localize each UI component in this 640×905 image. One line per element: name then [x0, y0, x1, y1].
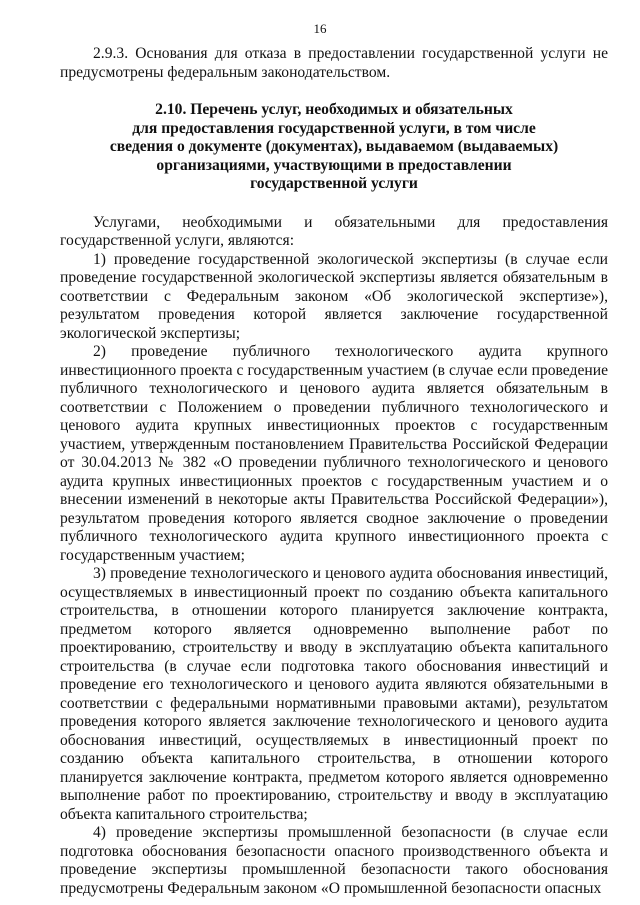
section-heading-2-10: [60, 101, 608, 194]
page-content: [60, 45, 608, 898]
list-item: 2) проведение публичного технологического аудита крупного инвестиционного проекта с государственным участием (в случае если проведение публичного технологического и ценового аудита является обязательным в соответствии с Положением о проведении публичного технологического и ценового аудита крупных инвестиционных проектов с государственным участием, утвержденным постановлением Правительства Российской Федерации от 30.04.2013 № 382 «О проведении публичного технологического и ценового аудита крупных инвестиционных проектов с государственным участием и о внесении изменений в некоторые акты Правительства Российской Федерации»), результатом проведения которого является сводное заключение о проведении публичного технологического аудита крупного инвестиционного проекта с государственным участием;: [60, 343, 608, 564]
heading-line: государственной услуги: [250, 175, 418, 192]
heading-line: 2.10. Перечень услуг, необходимых и обязательных: [155, 101, 513, 118]
paragraph-2-9-3: 2.9.3. Основания для отказа в предоставлении государственной услуги не предусмотрены федеральным законодательством.: [60, 45, 608, 81]
page-number: 16: [313, 21, 327, 36]
list-item: 3) проведение технологического и ценового аудита обоснования инвестиций, осуществляемых в инвестиционный проект по созданию объекта капитального строительства, в отношении которого планируется заключение контракта, предметом которого является одновременно выполнение работ по проектированию, строительству и вводу в эксплуатацию объекта капитального строительства (в случае если подготовка такого обоснования инвестиций и проведение его технологического и ценового аудита являются обязательными в соответствии с федеральными нормативными правовыми актами), результатом проведения которого является заключение технологического и ценового аудита обоснования инвестиций, осуществляемых в инвестиционный проект по созданию объекта капитального строительства, в отношении которого планируется заключение контракта, предметом которого является одновременно выполнение работ по проектированию, строительству и вводу в эксплуатацию объекта капитального строительства;: [60, 565, 608, 823]
heading-line: организациями, участвующими в предоставлении: [156, 156, 512, 174]
intro-paragraph: Услугами, необходимыми и обязательными для предоставления государственной услуги, являются:: [60, 213, 608, 249]
list-item: 1) проведение государственной экологической экспертизы (в случае если проведение государственной экологической экспертизы является обязательным в соответствии с Федеральным законом «Об экологической экспертизе»), результатом проведения которой является заключение государственной экологической экспертизы;: [60, 250, 608, 342]
heading-line: сведения о документе (документах), выдаваемом (выдаваемых): [109, 138, 559, 155]
list-item: 4) проведение экспертизы промышленной безопасности (в случае если подготовка обоснования безопасности опасного производственного объекта и проведение экспертизы промышленной безопасности такого обоснования предусмотрены Федеральным законом «О промышленной безопасности опасных: [60, 824, 608, 897]
heading-line: для предоставления государственной услуги, в том числе: [132, 119, 536, 137]
